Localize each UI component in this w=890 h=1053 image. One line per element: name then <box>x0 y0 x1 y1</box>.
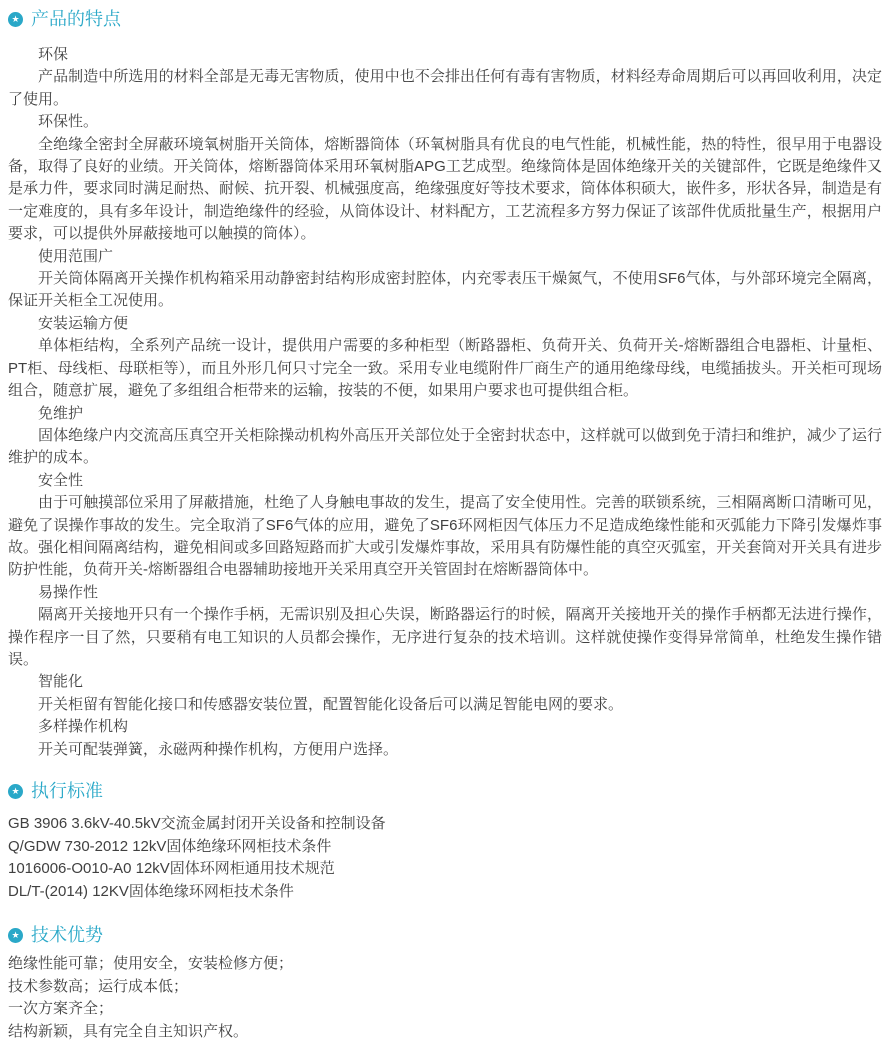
paragraph: 单体柜结构，全系列产品统一设计，提供用户需要的多种柜型（断路器柜、负荷开关、负荷开关-熔断器组合电器柜、计量柜、PT柜、母线柜、母联柜等），而且外形几何只寸完全一致。采用专业电缆附件厂商生产的通用绝缘母线，电缆插拔头。开关柜可现场组合，随意扩展，避免了多组组合柜带来的运输，按装的不便，如果用户要求也可提供组合柜。 <box>8 337 882 400</box>
product-features-header <box>8 9 882 30</box>
star-in-circle-icon: ★ <box>8 12 23 27</box>
standards-body <box>8 813 882 903</box>
paragraph: 隔离开关接地开只有一个操作手柄，无需识别及担心失误，断路器运行的时候，隔离开关接地开关的操作手柄都无法进行操作，操作程序一目了然，只要稍有电工知识的人员都会操作，无序进行复杂的技术培训。这样就使操作变得异常简单，杜绝发生操作错误。 <box>8 606 882 668</box>
section-title: 技术优势 <box>31 925 103 945</box>
subsection-title: 免维护 <box>38 404 84 422</box>
standards-header <box>8 781 882 802</box>
paragraph: 产品制造中所选用的材料全部是无毒无害物质，使用中也不会排出任何有毒有害物质，材料经寿命周期后可以再回收利用，决定了使用。 <box>8 68 882 108</box>
paragraph: 全绝缘全密封全屏蔽环境氧树脂开关筒体，熔断器筒体（环氧树脂具有优良的电气性能，机械性能，热的特性，很早用于电器设备，取得了良好的业绩。开关筒体，熔断器筒体采用环氧树脂APG工艺成型。绝缘筒体是固体绝缘开关的关键部件，它既是绝缘件又是承力件，要求同时满足耐热、耐候、抗开裂、机械强度高，绝缘强度好等技术要求，筒体体积硕大，嵌件多，形状各异，制造是有一定难度的，具有多年设计，制造绝缘件的经验，从筒体设计、材料配方，工艺流程多方努力保证了该部件优质批量生产，根据用户要求，可以提供外屏蔽接地可以触摸的筒体）。 <box>8 135 882 243</box>
section-product-features <box>8 9 882 761</box>
subsection-title: 安装运输方便 <box>38 314 129 332</box>
section-technical-advantages <box>8 925 882 1043</box>
technical-advantages-header <box>8 925 882 946</box>
paragraph: 开关可配装弹簧，永磁两种操作机构，方便用户选择。 <box>38 740 399 758</box>
star-in-circle-icon: ★ <box>8 928 23 943</box>
subsection-title: 安全性 <box>38 471 84 489</box>
paragraph: 开关柜留有智能化接口和传感器安装位置，配置智能化设备后可以满足智能电网的要求。 <box>38 695 624 713</box>
subsection-title: 环保性。 <box>38 113 99 131</box>
star-in-circle-icon: ★ <box>8 784 23 799</box>
paragraph: 开关筒体隔离开关操作机构箱采用动静密封结构形成密封腔体，内充零表压干燥氮气，不使用SF6气体，与外部环境完全隔离，保证开关柜全工况使用。 <box>8 270 882 310</box>
advantage-line: 结构新颖，具有完全自主知识产权。 <box>8 1022 249 1040</box>
paragraph: 由于可触摸部位采用了屏蔽措施，杜绝了人身触电事故的发生，提高了安全使用性。完善的联锁系统，三相隔离断口清晰可见，避免了误操作事故的发生。完全取消了SF6气体的应用，避免了SF6环网柜因气体压力不足造成绝缘性能和灭弧能力下降引发爆炸事故。强化相间隔离结构，避免相间或多回路短路而扩大或引发爆炸事故，采用具有防爆性能的真空灭弧室，开关套筒对开关具有进步防护性能，负荷开关-熔断器组合电器辅助接地开关采用真空开关管固封在熔断器筒体中。 <box>8 494 882 579</box>
section-title: 产品的特点 <box>31 9 121 29</box>
subsection-title: 易操作性 <box>38 583 99 601</box>
advantage-line: 绝缘性能可靠；使用安全，安装检修方便； <box>8 955 294 972</box>
section-title: 执行标准 <box>31 781 103 801</box>
subsection-title: 多样操作机构 <box>38 718 129 736</box>
subsection-title: 智能化 <box>38 673 84 691</box>
standard-line: 1016006-O010-A0 12kV固体环网柜通用技术规范 <box>8 860 335 877</box>
standard-line: Q/GDW 730-2012 12kV固体绝缘环网柜技术条件 <box>8 837 332 855</box>
standard-line: GB 3906 3.6kV-40.5kV交流金属封闭开关设备和控制设备 <box>8 815 386 832</box>
subsection-title: 环保 <box>38 46 69 63</box>
advantage-line: 一次方案齐全； <box>8 1000 114 1017</box>
advantage-line: 技术参数高；运行成本低； <box>8 977 189 995</box>
product-features-body <box>8 44 882 761</box>
standard-line: DL/T-(2014) 12KV固体绝缘环网柜技术条件 <box>8 882 294 900</box>
subsection-title: 使用范围广 <box>38 247 114 265</box>
paragraph: 固体绝缘户内交流高压真空开关柜除操动机构外高压开关部位处于全密封状态中，这样就可以做到免于清扫和维护，减少了运行维护的成本。 <box>8 426 882 467</box>
section-standards <box>8 781 882 903</box>
technical-advantages-body <box>8 953 882 1043</box>
